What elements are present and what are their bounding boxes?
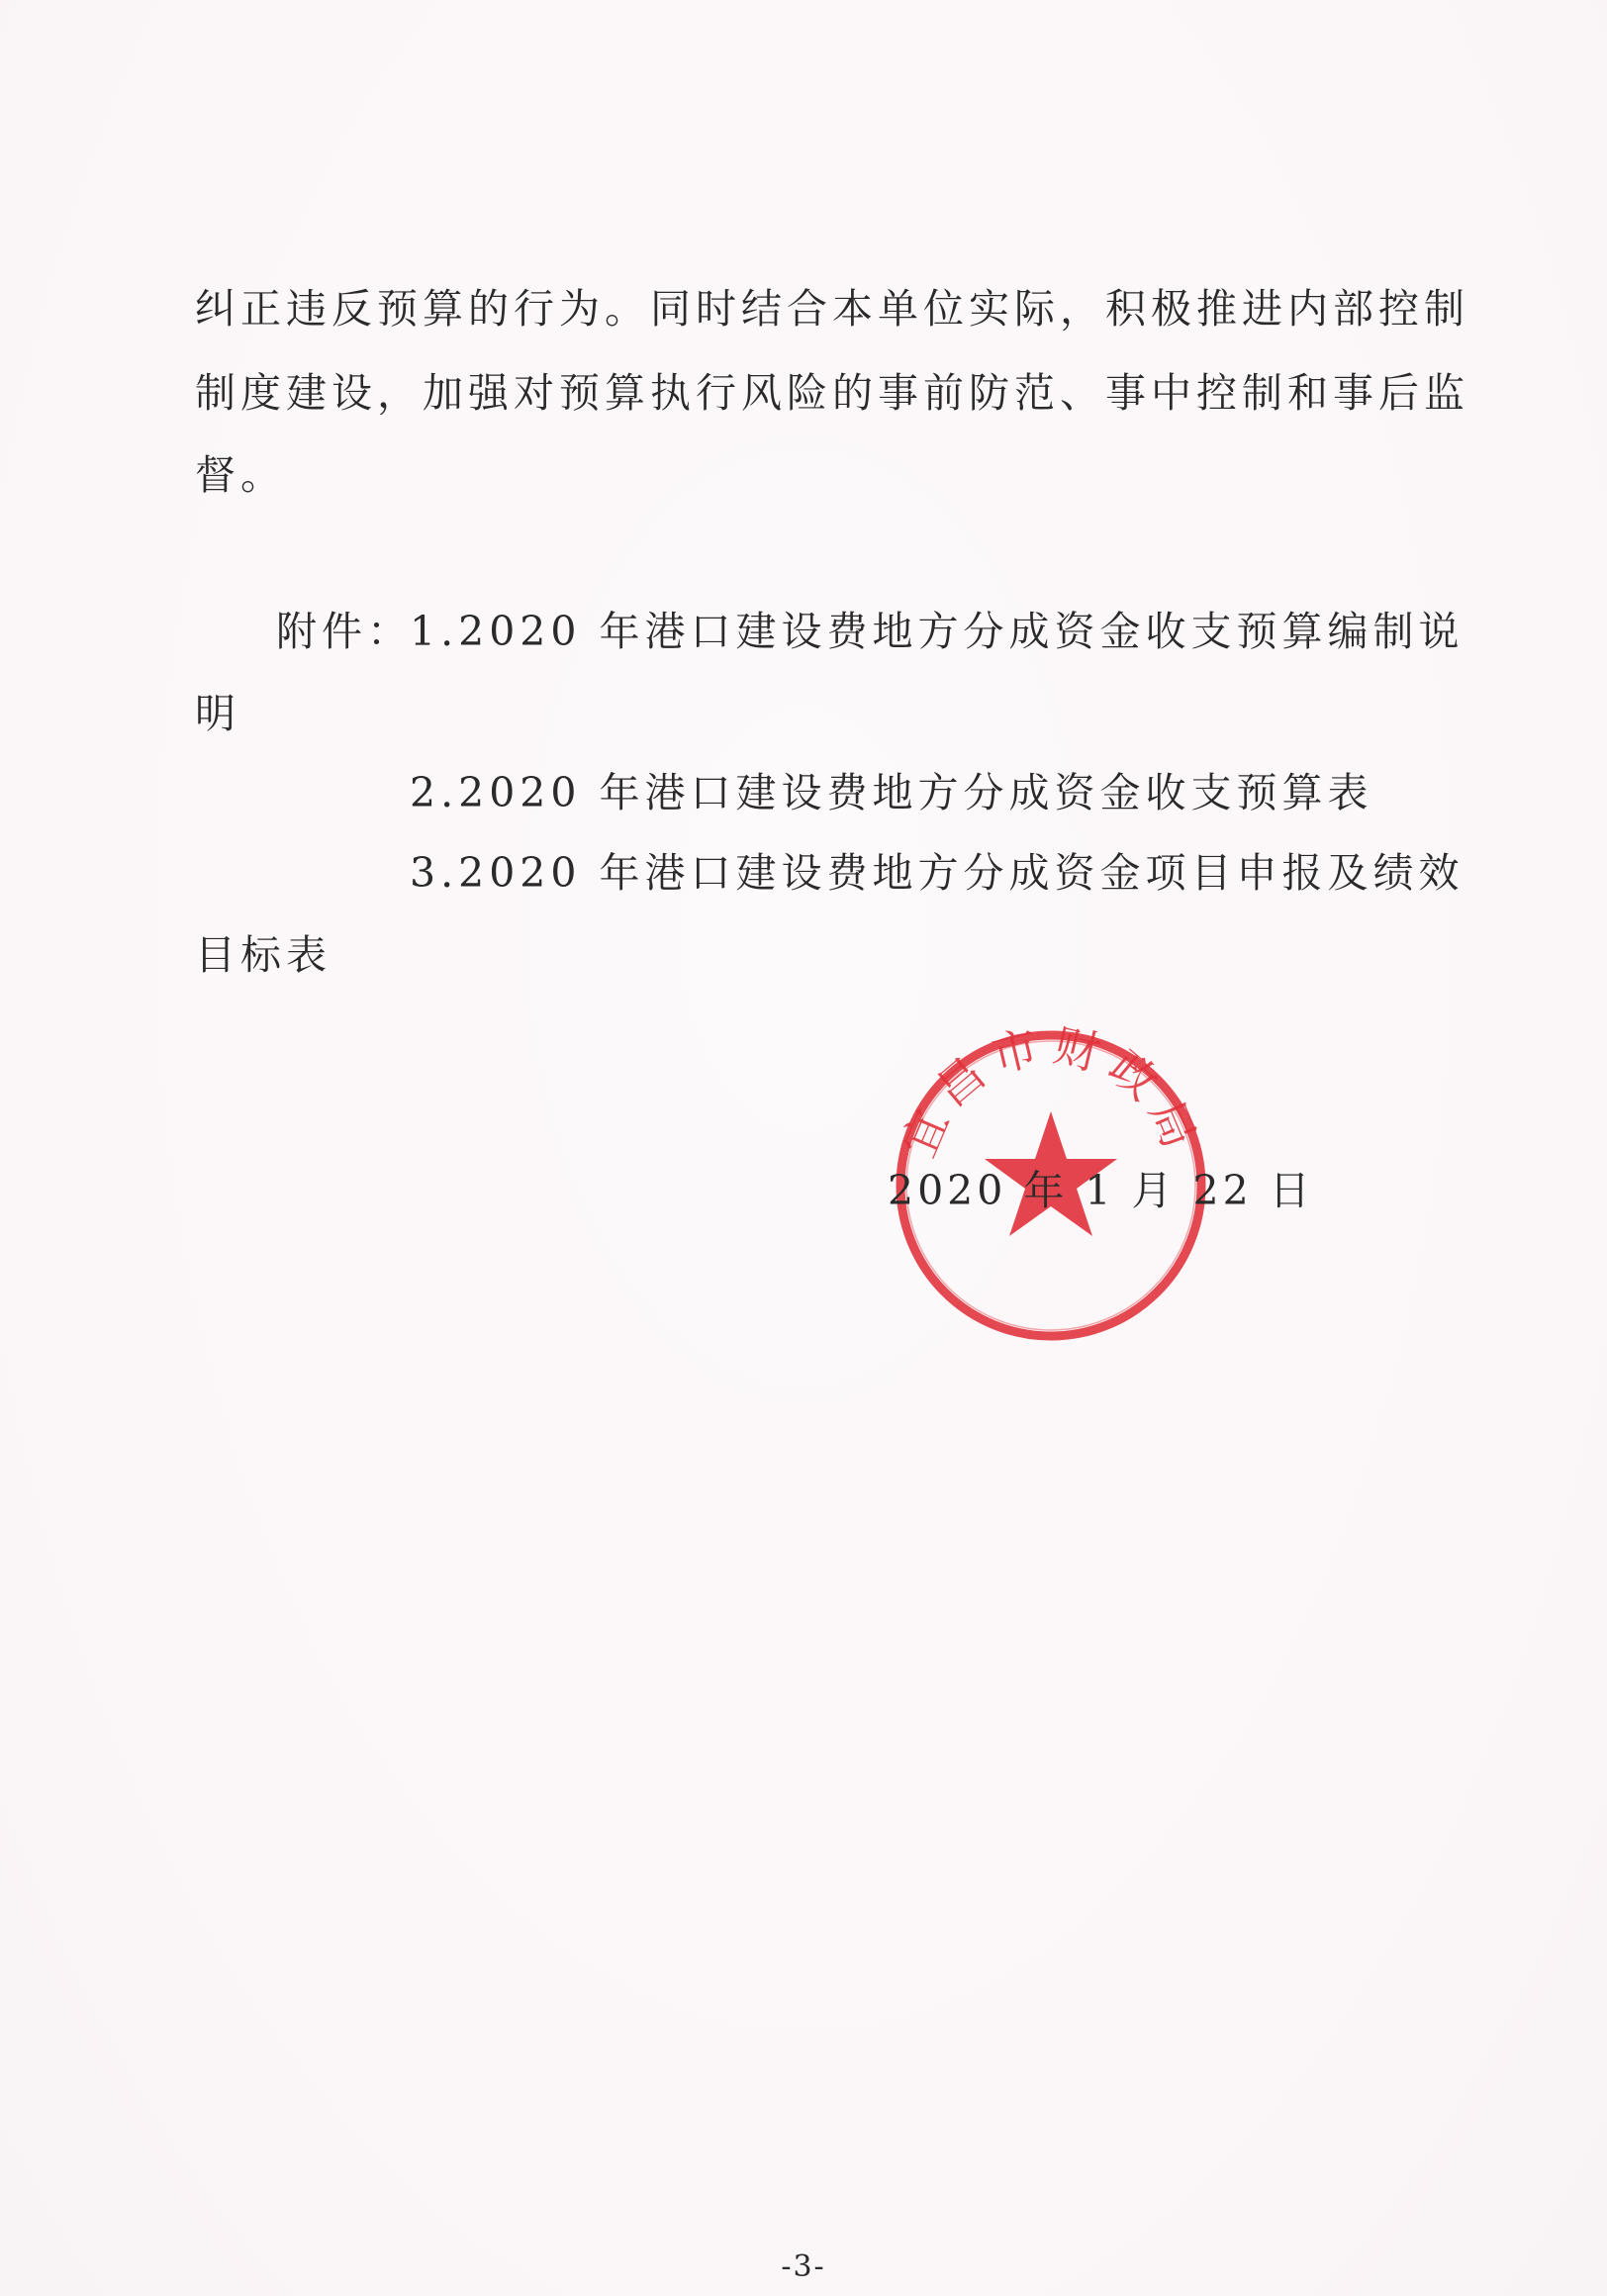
attachment-item-3-cont: 目标表 [195,931,331,979]
body-line-2: 制度建设，加强对预算执行风险的事前防范、事中控制和事后监 [195,369,1469,417]
attachment-label: 附件： [276,608,413,655]
attachment-item-1-cont: 明 [195,690,240,737]
document-date: 2020 年 1 月 22 日 [888,1167,1314,1214]
seal-text: 宜昌市财政局 [892,1022,1210,1165]
attachment-item-1: 1.2020 年港口建设费地方分成资金收支预算编制说 [410,608,1465,655]
attachment-item-2: 2.2020 年港口建设费地方分成资金收支预算表 [410,769,1373,816]
attachment-item-3: 3.2020 年港口建设费地方分成资金项目申报及绩效 [410,849,1465,897]
body-line-1: 纠正违反预算的行为。同时结合本单位实际，积极推进内部控制 [195,285,1469,333]
page-number: -3- [781,2249,826,2284]
body-line-3: 督。 [195,451,286,499]
